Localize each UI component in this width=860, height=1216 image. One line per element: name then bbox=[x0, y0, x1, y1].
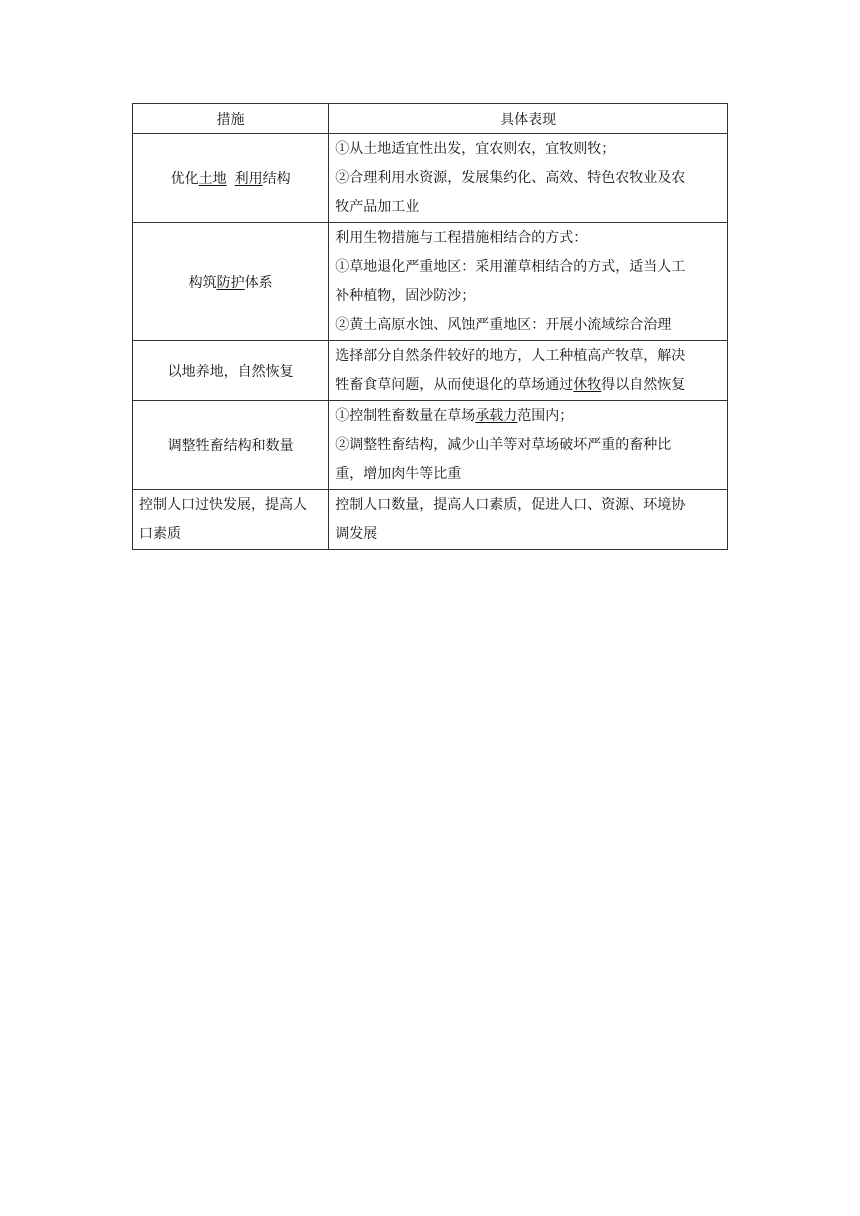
underlined-term: 防护 bbox=[216, 274, 245, 291]
detail-line: 调发展 bbox=[335, 525, 378, 542]
measures-table bbox=[132, 103, 728, 550]
measure-cell bbox=[133, 490, 329, 550]
detail-line: ②调整牲畜结构，减少山羊等对草场破坏严重的畜种比 bbox=[335, 436, 672, 453]
detail-line: 选择部分自然条件较好的地方，人工种植高产牧草，解决 bbox=[335, 347, 686, 364]
detail-line: 牧产品加工业 bbox=[335, 198, 420, 215]
detail-line: ①控制牲畜数量在草场承载力范围内； bbox=[335, 407, 574, 424]
table-row bbox=[133, 341, 728, 401]
detail-line: 利用生物措施与工程措施相结合的方式： bbox=[335, 229, 588, 246]
table-row bbox=[133, 134, 728, 223]
table-row bbox=[133, 490, 728, 550]
detail-line: 重，增加肉牛等比重 bbox=[335, 465, 462, 482]
header-detail: 具体表现 bbox=[329, 104, 728, 134]
table-row bbox=[133, 223, 728, 341]
underlined-term: 承载力 bbox=[475, 407, 518, 424]
measure-cell bbox=[133, 134, 329, 223]
measure-cell: 以地养地，自然恢复 bbox=[133, 341, 329, 401]
header-measure: 措施 bbox=[133, 104, 329, 134]
detail-line: 控制人口数量，提高人口素质，促进人口、资源、环境协 bbox=[335, 496, 686, 513]
detail-line: 牲畜食草问题，从而使退化的草场通过休牧得以自然恢复 bbox=[335, 376, 686, 393]
measure-line: 控制人口过快发展，提高人 bbox=[139, 496, 307, 513]
detail-line: ①草地退化严重地区：采用灌草相结合的方式，适当人工 bbox=[335, 258, 686, 275]
underlined-term: 利用 bbox=[234, 171, 263, 187]
detail-cell bbox=[329, 401, 728, 490]
measure-text: 优化土地 利用结构 bbox=[170, 171, 291, 187]
underlined-term: 土地 bbox=[198, 171, 227, 187]
table-header-row bbox=[133, 104, 728, 134]
measure-text: 构筑防护体系 bbox=[188, 274, 273, 291]
detail-line: 补种植物，固沙防沙； bbox=[335, 287, 476, 304]
detail-cell bbox=[329, 223, 728, 341]
detail-line: ①从土地适宜性出发，宜农则农，宜牧则牧； bbox=[335, 140, 616, 157]
underlined-term: 休牧 bbox=[573, 376, 602, 393]
measure-line: 口素质 bbox=[139, 525, 181, 542]
detail-cell bbox=[329, 134, 728, 223]
measure-cell: 调整牲畜结构和数量 bbox=[133, 401, 329, 490]
measure-cell bbox=[133, 223, 329, 341]
detail-cell bbox=[329, 490, 728, 550]
detail-cell bbox=[329, 341, 728, 401]
detail-line: ②合理利用水资源，发展集约化、高效、特色农牧业及农 bbox=[335, 169, 686, 186]
detail-line: ②黄土高原水蚀、风蚀严重地区：开展小流域综合治理 bbox=[335, 316, 672, 333]
table-row bbox=[133, 401, 728, 490]
